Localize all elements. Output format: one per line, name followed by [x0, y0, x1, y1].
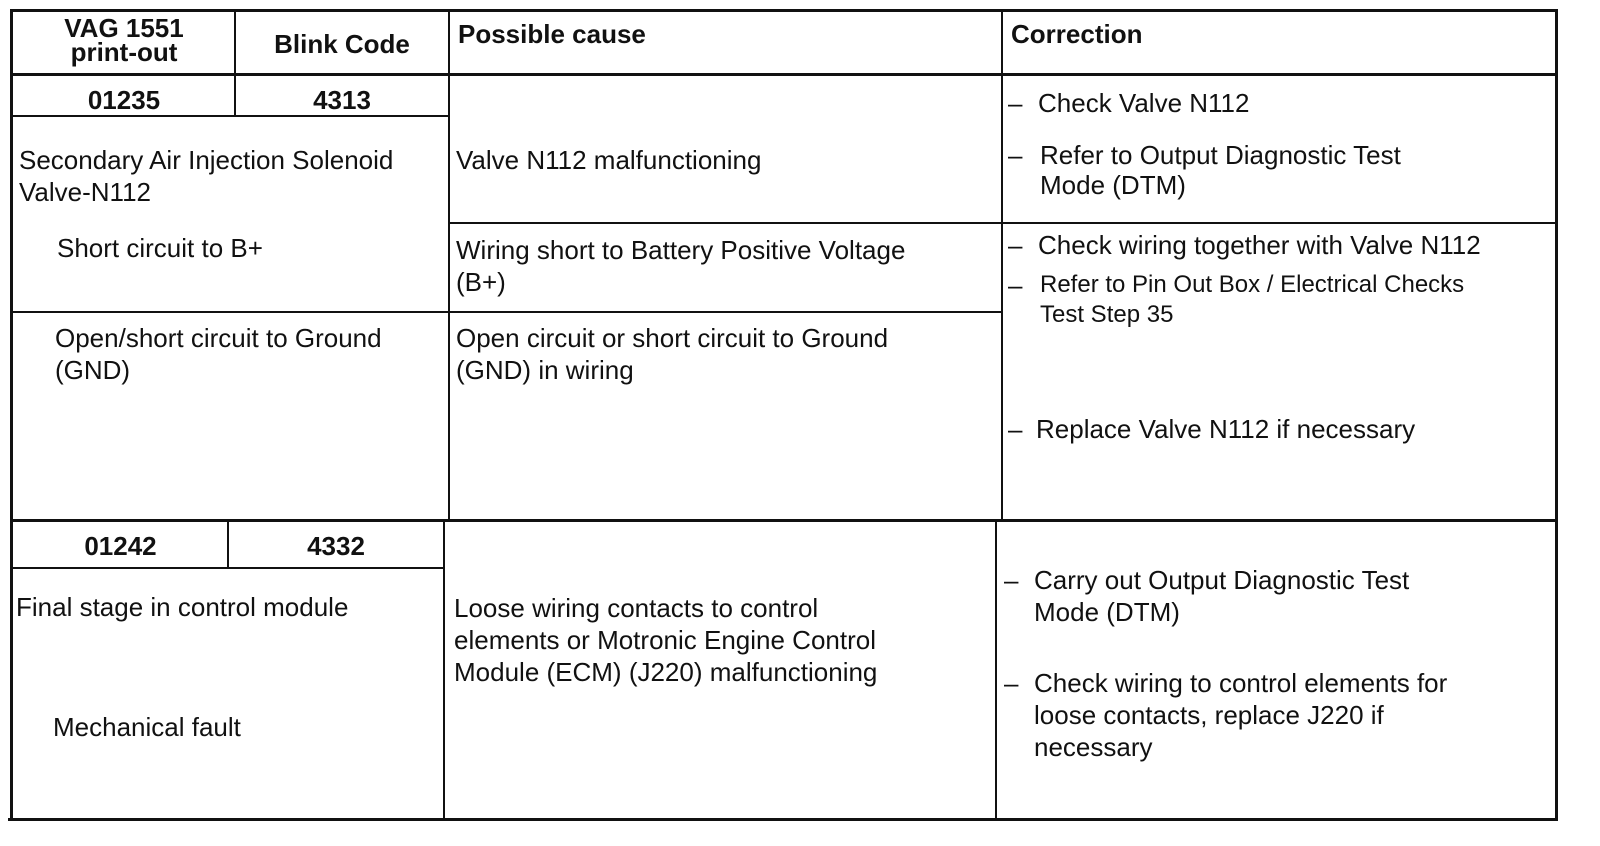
fault-short-to-bplus: Short circuit to B+ [57, 233, 263, 263]
bullet-dash: – [1008, 414, 1023, 444]
table-border-left [10, 9, 13, 821]
correction-carry-out-dtm-line1: Carry out Output Diagnostic Test [1034, 565, 1410, 595]
header-vag-line1: VAG 1551 [64, 13, 184, 43]
bullet-dash: – [1008, 88, 1023, 118]
correction-pin-out-line1: Refer to Pin Out Box / Electrical Checks [1040, 271, 1465, 298]
correction-check-wiring: Check wiring together with Valve N112 [1038, 230, 1481, 260]
blink-code-4313: 4313 [313, 85, 371, 115]
cause-valve-malfunction: Valve N112 malfunctioning [456, 145, 762, 175]
correction-pin-out-line2: Test Step 35 [1040, 301, 1174, 328]
table-border-bottom [8, 818, 1558, 821]
fault-divider-1 [12, 311, 449, 313]
bullet-dash: – [1004, 668, 1019, 698]
cause-wiring-short-line1: Wiring short to Battery Positive Voltage [456, 235, 906, 265]
cause-loose-contacts-line3: Module (ECM) (J220) malfunctioning [454, 657, 878, 687]
correction-refer-dtm-line1: Refer to Output Diagnostic Test [1040, 140, 1401, 170]
correction-refer-dtm-line2: Mode (DTM) [1040, 170, 1186, 200]
component-name-line1: Secondary Air Injection Solenoid [19, 145, 394, 175]
correction-divider-1 [1002, 222, 1556, 224]
cause-open-circuit-line1: Open circuit or short circuit to Ground [456, 323, 889, 353]
header-correction: Correction [1011, 19, 1143, 49]
column-divider-correction-2 [995, 521, 997, 819]
correction-carry-out-dtm-line2: Mode (DTM) [1034, 597, 1180, 627]
column-divider-cause-2 [443, 521, 445, 819]
correction-check-valve: Check Valve N112 [1038, 88, 1250, 118]
cause-divider-2 [450, 311, 1002, 313]
bullet-dash: – [1004, 565, 1019, 595]
column-divider-correction [1001, 9, 1003, 519]
cause-loose-contacts-line1: Loose wiring contacts to control [454, 593, 819, 623]
correction-check-wiring-contacts-line1: Check wiring to control elements for [1034, 668, 1448, 698]
cause-divider-1 [450, 222, 1002, 224]
bullet-dash: – [1008, 140, 1023, 170]
fault-open-short-ground-line2: (GND) [55, 355, 131, 385]
correction-replace-valve: Replace Valve N112 if necessary [1036, 414, 1416, 444]
component-name-line2: Valve-N112 [19, 177, 151, 207]
blink-code-4332: 4332 [307, 531, 365, 561]
fault-open-short-ground-line1: Open/short circuit to Ground [55, 323, 382, 353]
fault-code-01242: 01242 [84, 531, 157, 561]
header-vag-line2: print-out [70, 37, 178, 67]
correction-check-wiring-contacts-line2: loose contacts, replace J220 if [1034, 700, 1384, 730]
fault-mechanical: Mechanical fault [53, 712, 241, 742]
fault-code-01235: 01235 [87, 85, 161, 115]
correction-check-wiring-contacts-line3: necessary [1034, 732, 1153, 762]
header-possible-cause: Possible cause [458, 19, 646, 49]
cause-open-circuit-line2: (GND) in wiring [456, 355, 634, 385]
bullet-dash: – [1008, 270, 1023, 300]
column-divider-cause [448, 9, 450, 519]
table-border-top [12, 9, 1558, 12]
cause-loose-contacts-line2: elements or Motronic Engine Control [454, 625, 876, 655]
section-divider [12, 519, 1558, 522]
header-divider [12, 73, 1558, 76]
table-border-right [1555, 9, 1558, 821]
header-blink-code: Blink Code [274, 29, 410, 59]
bullet-dash: – [1008, 230, 1023, 260]
cause-wiring-short-line2: (B+) [456, 267, 506, 297]
code-row-divider-2 [12, 567, 444, 569]
component-final-stage: Final stage in control module [16, 592, 349, 622]
